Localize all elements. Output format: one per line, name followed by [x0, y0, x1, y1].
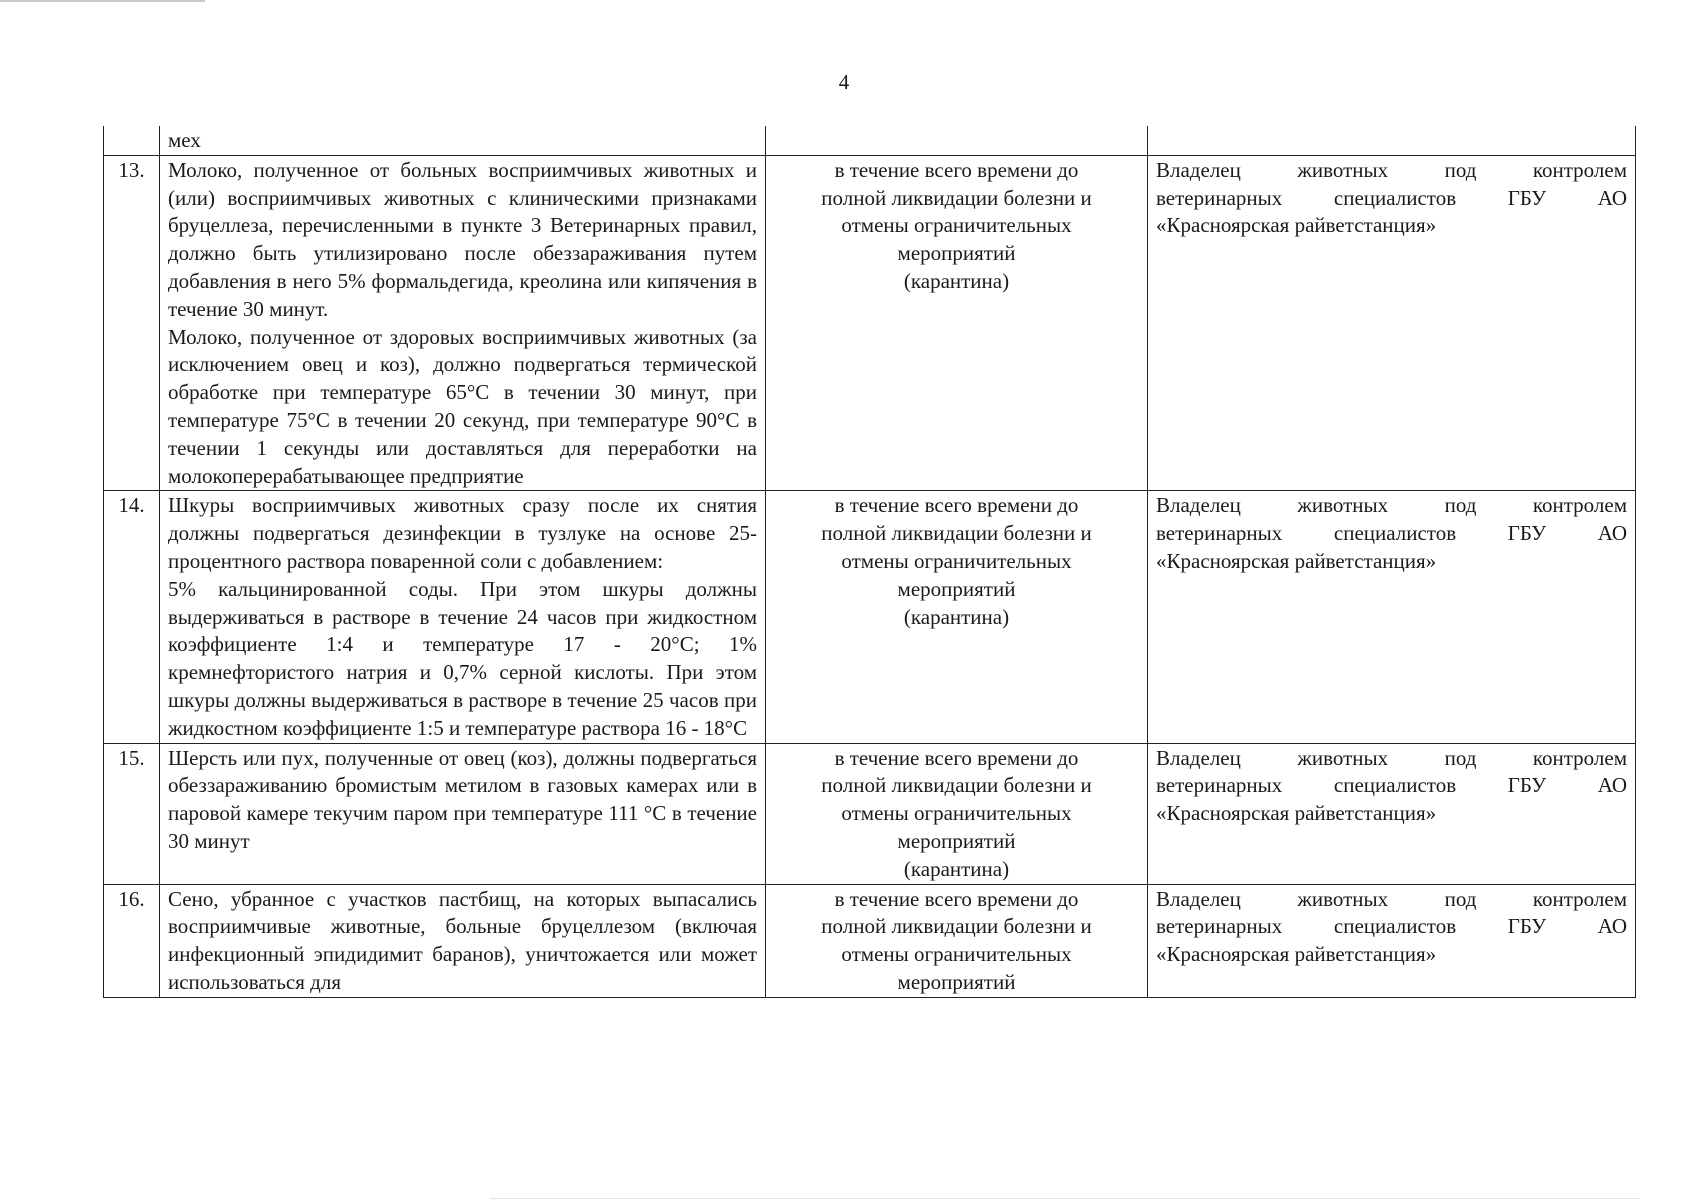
period-line: полной ликвидации болезни и [821, 185, 1092, 210]
row-description [160, 884, 766, 997]
row-number: 14. [104, 491, 160, 743]
description-paragraph: Молоко, полученное от больных восприимчивых животных и (или) восприимчивых животных с клиническими признаками бруцеллеза, перечисленными в пункте 3 Ветеринарных правил, должно быть утилизировано после обеззараживания путем добавления в него 5% формальдегида, креолина или кипячения в течение 30 минут. [168, 157, 757, 321]
description-paragraph: Сено, убранное с участков пастбищ, на которых выпасались восприимчивые животные, больные бруцеллезом (включая инфекционный эпидидимит баранов), уничтожается или может использоваться для [168, 886, 757, 994]
period-line: мероприятий [897, 576, 1016, 601]
responsible-line: Владелец животных под контролем [1156, 886, 1627, 911]
period-line: (карантина) [903, 856, 1010, 881]
description-paragraph: Шерсть или пух, полученные от овец (коз), должны подвергаться обеззараживанию бромистым метилом в газовых камерах или в паровой камере текучим паром при температуре 111 °C в течение 30 минут [168, 745, 757, 853]
row-period [766, 743, 1148, 884]
period-line: отмены ограничительных [841, 801, 1072, 826]
period-line: в течение всего времени до [834, 493, 1079, 518]
measures-table [103, 126, 1636, 998]
period-line: мероприятий [897, 241, 1016, 266]
period-line: мероприятий [897, 828, 1016, 853]
scan-artifact-bottom [490, 1198, 1640, 1199]
table-row [104, 743, 1636, 884]
row-responsible [1148, 491, 1636, 743]
table-row [104, 155, 1636, 491]
period-line: отмены ограничительных [841, 942, 1072, 967]
row-description [160, 743, 766, 884]
table-row [104, 884, 1636, 997]
row-description [160, 491, 766, 743]
row-number [104, 126, 160, 155]
table-row [104, 491, 1636, 743]
period-line: отмены ограничительных [841, 213, 1072, 238]
responsible-line: «Красноярская райветстанция» [1156, 213, 1437, 238]
responsible-line: ветеринарных специалистов ГБУ АО [1156, 914, 1627, 939]
period-line: в течение всего времени до [834, 157, 1079, 182]
responsible-line: ветеринарных специалистов ГБУ АО [1156, 521, 1627, 546]
period-line: полной ликвидации болезни и [821, 773, 1092, 798]
responsible-line: Владелец животных под контролем [1156, 157, 1627, 182]
description-paragraph: Молоко, полученное от здоровых восприимчивых животных (за исключением овец и коз), должно подвергаться термической обработке при температуре 65°C в течении 30 минут, при температуре 75°C в течении 20 секунд, при температуре 90°C в течении 1 секунды или доставляться для переработки на молокоперерабатывающее предприятие [168, 324, 757, 488]
period-line: в течение всего времени до [834, 886, 1079, 911]
description-paragraph: 5% кальцинированной соды. При этом шкуры должны выдерживаться в растворе в течение 24 часов при жидкостном коэффициенте 1:4 и температуре 17 - 20°C; 1% кремнефтористого натрия и 0,7% серной кислоты. При этом шкуры должны выдерживаться в растворе в течение 25 часов при жидкостном коэффициенте 1:5 и температуре раствора 16 - 18°C [168, 576, 757, 740]
row-responsible [1148, 126, 1636, 155]
row-description [160, 155, 766, 491]
row-number: 13. [104, 155, 160, 491]
row-description [160, 126, 766, 155]
row-responsible [1148, 155, 1636, 491]
table-row-continuation [104, 126, 1636, 155]
row-period [766, 491, 1148, 743]
responsible-line: ветеринарных специалистов ГБУ АО [1156, 773, 1627, 798]
period-line: отмены ограничительных [841, 548, 1072, 573]
period-line: мероприятий [897, 969, 1016, 994]
row-number: 15. [104, 743, 160, 884]
page-number: 4 [838, 70, 850, 94]
row-period [766, 884, 1148, 997]
responsible-line: «Красноярская райветстанция» [1156, 942, 1437, 967]
period-line: в течение всего времени до [834, 745, 1079, 770]
description-paragraph: Шкуры восприимчивых животных сразу после их снятия должны подвергаться дезинфекции в тузлуке на основе 25-процентного раствора поваренной соли с добавлением: [168, 493, 757, 573]
responsible-line: «Красноярская райветстанция» [1156, 801, 1437, 826]
period-line: полной ликвидации болезни и [821, 914, 1092, 939]
row-responsible [1148, 884, 1636, 997]
period-line: (карантина) [903, 268, 1010, 293]
responsible-line: Владелец животных под контролем [1156, 493, 1627, 518]
row-period [766, 126, 1148, 155]
description-text: мех [168, 128, 201, 152]
responsible-line: ветеринарных специалистов ГБУ АО [1156, 185, 1627, 210]
period-line: полной ликвидации болезни и [821, 521, 1092, 546]
row-number: 16. [104, 884, 160, 997]
row-period [766, 155, 1148, 491]
period-line: (карантина) [903, 604, 1010, 629]
scan-artifact-top [0, 0, 205, 2]
responsible-line: «Красноярская райветстанция» [1156, 548, 1437, 573]
responsible-line: Владелец животных под контролем [1156, 745, 1627, 770]
row-responsible [1148, 743, 1636, 884]
